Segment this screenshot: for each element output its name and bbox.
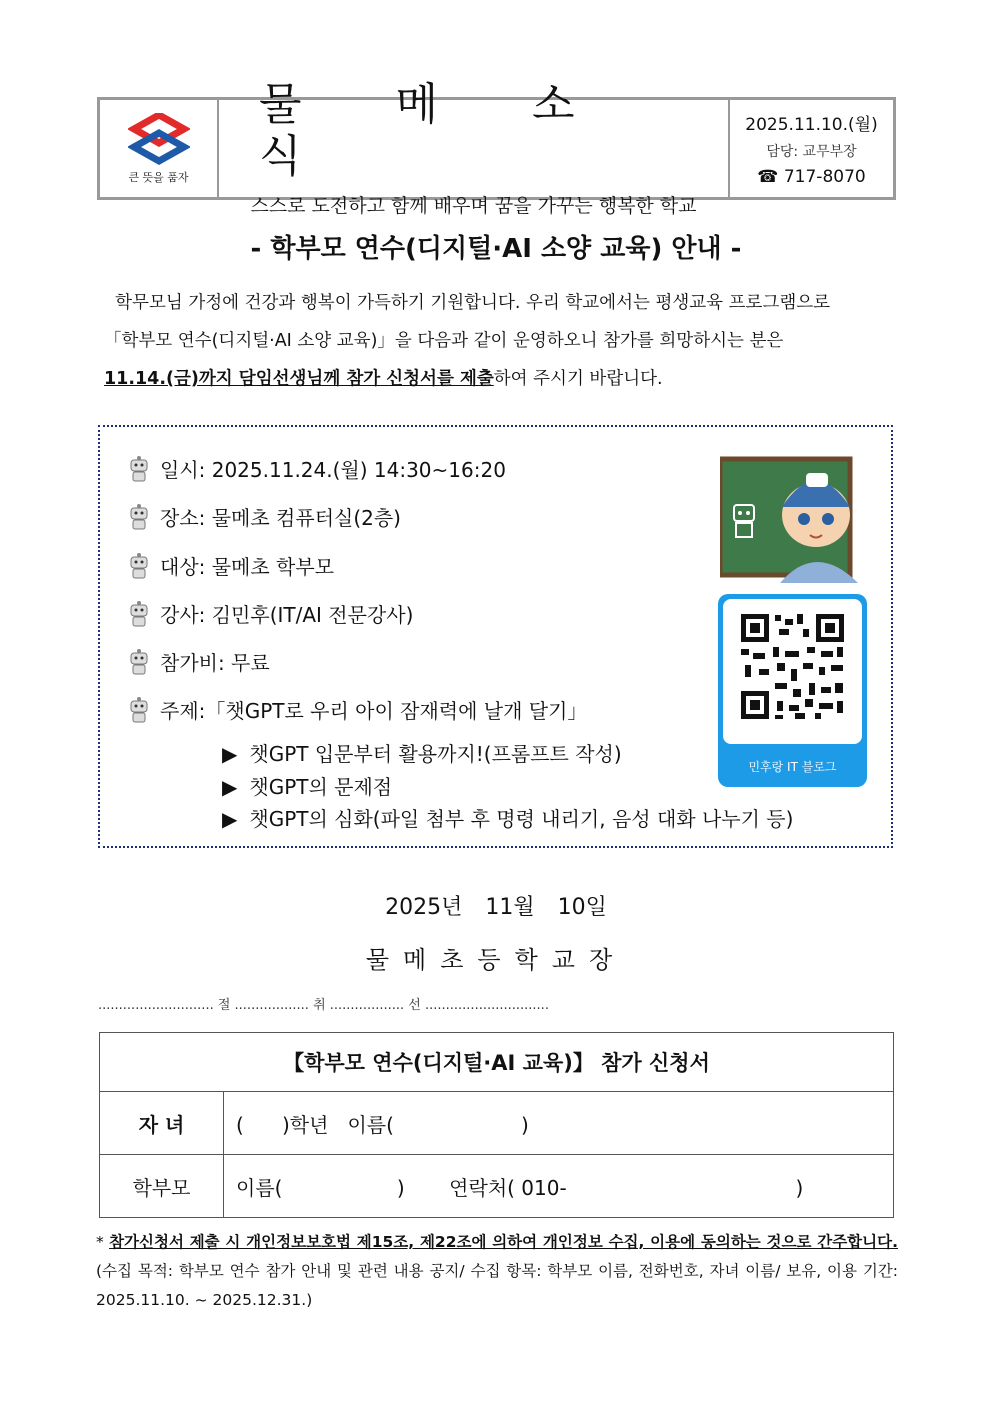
newsletter-title: 물 메 소 식 — [259, 79, 615, 182]
child-field[interactable]: ( )학년 이름( ) — [224, 1092, 894, 1155]
school-logo-cell — [100, 100, 219, 197]
robot-bullet-icon — [128, 504, 150, 530]
subtopic-item: ▶ 챗GPT의 심화(파일 첨부 후 명령 내리기, 음성 대화 나누기 등) — [222, 807, 794, 831]
child-label: 자 녀 — [100, 1092, 224, 1155]
detail-item-topic: 주제:「챗GPT로 우리 아이 잠재력에 날개 달기」 — [128, 695, 587, 724]
qr-code-frame — [723, 599, 862, 744]
triangle-bullet-icon: ▶ — [222, 775, 238, 799]
triangle-bullet-icon: ▶ — [222, 807, 238, 831]
principal-signature: 물메초등학교장 — [365, 946, 627, 974]
details-box — [98, 425, 893, 848]
instructor-illustration-icon — [720, 455, 858, 583]
robot-bullet-icon — [128, 601, 150, 627]
school-motto: 스스로 도전하고 함께 배우며 꿈을 가꾸는 행복한 학교 — [250, 195, 697, 217]
qr-code-card[interactable] — [718, 594, 867, 787]
application-form — [99, 1032, 894, 1218]
robot-bullet-icon — [128, 649, 150, 675]
document-title: - 학부모 연수(디지털·AI 소양 교육) 안내 - — [250, 234, 742, 264]
logo-caption: 큰 뜻을 품자 — [128, 170, 189, 184]
privacy-consent-emphasis: 참가신청서 제출 시 개인정보보호법 제15조, 제22조에 의하여 개인정보 수집, 이용에 동의하는 것으로 간주합니다. — [109, 1233, 898, 1251]
qr-code-icon[interactable] — [723, 599, 862, 744]
closing-date: 2025년 11월 10일 — [385, 895, 607, 920]
privacy-notice: * 참가신청서 제출 시 개인정보보호법 제15조, 제22조에 의하여 개인정보 수집, 이용에 동의하는 것으로 간주합니다.(수집 목적: 학부모 연수 참가 안내 및 관련 내용 공지/ 수집 항목: 학부모 이름, 전화번호, 자녀 이름/ 보유, 이용 기간: 2025.11.10. ~ 2025.12.31.) — [96, 1233, 898, 1309]
robot-bullet-icon — [128, 697, 150, 723]
detail-item-instructor: 강사: 김민후(IT/AI 전문강사) — [128, 599, 413, 628]
detail-item-target: 대상: 물메초 학부모 — [128, 551, 334, 580]
triangle-bullet-icon: ▶ — [222, 742, 238, 766]
newsletter-header — [97, 79, 896, 217]
intro-line-1: 학무모님 가정에 건강과 행복이 가득하기 기원합니다. 우리 학교에서는 평생교육 프로그램으로 — [115, 293, 831, 313]
deadline-emphasis: 11.14.(금)까지 담임선생님께 참가 신청서를 제출 — [104, 369, 494, 389]
intro-line-3: 11.14.(금)까지 담임선생님께 참가 신청서를 제출하여 주시기 바랍니다. — [104, 369, 663, 389]
intro-line-2: 「학부모 연수(디지털·AI 소양 교육)」을 다음과 같이 운영하오니 참가를 희망하시는 분은 — [104, 331, 784, 351]
form-title: 【학부모 연수(디지털·AI 교육)】 참가 신청서 — [100, 1033, 894, 1092]
header-title-cell — [219, 79, 730, 217]
phone-number: ☎ 717-8070 — [757, 167, 866, 187]
qr-code-label: 민후랑 IT 블로그 — [748, 760, 837, 774]
robot-bullet-icon — [128, 553, 150, 579]
subtopic-item: ▶ 챗GPT 입문부터 활용까지!(프롬프트 작성) — [222, 742, 622, 766]
subtopic-item: ▶ 챗GPT의 문제점 — [222, 775, 393, 799]
parent-field[interactable]: 이름( ) 연락처( 010- ) — [224, 1155, 894, 1218]
school-logo-icon — [128, 113, 190, 165]
detail-item-datetime: 일시: 2025.11.24.(월) 14:30~16:20 — [128, 454, 506, 483]
header-info-cell — [730, 100, 893, 197]
issue-date: 2025.11.10.(월) — [745, 115, 878, 135]
intro-paragraph — [104, 284, 898, 398]
parent-label: 학부모 — [100, 1155, 224, 1218]
manager-info: 담당: 교무부장 — [766, 144, 857, 160]
detail-item-fee: 참가비: 무료 — [128, 647, 270, 676]
cut-line: ............................ 절 .................. 취 .................. 선 .............................. — [98, 998, 549, 1013]
detail-item-location: 장소: 물메초 컴퓨터실(2층) — [128, 502, 401, 531]
robot-bullet-icon — [128, 456, 150, 482]
